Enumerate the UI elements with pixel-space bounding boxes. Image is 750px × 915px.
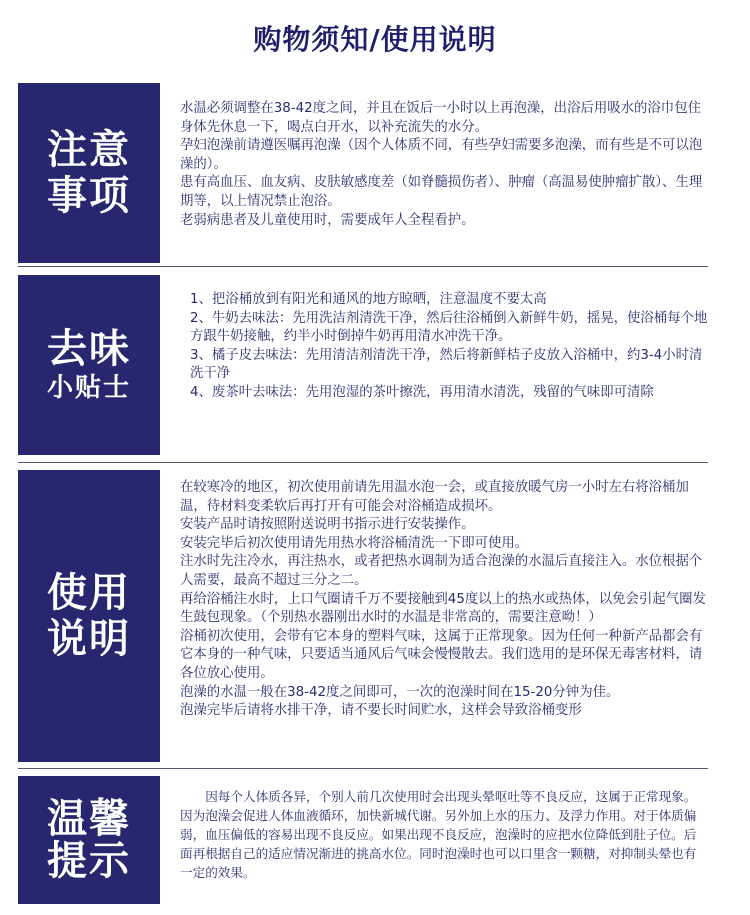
divider <box>18 462 708 463</box>
warm-section <box>18 776 708 904</box>
usage-line: 安装产品时请按照附送说明书指示进行安装操作。 <box>180 517 475 533</box>
usage-line: 浴桶初次使用，会带有它本身的塑料气味，这属于正常现象。因为任何一种新产品都会有它本身的一种气味，只要适当通风后气味会慢慢散去。我们选用的是环保无毒害材料，请各位放心使用。 <box>180 628 703 681</box>
page-title: 购物须知/使用说明 <box>253 23 497 56</box>
usage-tag-line1: 使用 <box>47 570 131 616</box>
deodor-tag <box>18 275 160 455</box>
usage-line: 泡澡完毕后请将水排干净，请不要长时间贮水，这样会导致浴桶变形 <box>180 703 582 719</box>
usage-line: 在较寒冷的地区，初次使用前请先用温水泡一会，或直接放暖气房一小时左右将浴桶加温，待材料变柔软后再打开有可能会对浴桶造成损坏。 <box>180 480 689 514</box>
warm-tag-line2: 提示 <box>47 838 131 884</box>
notice-text <box>180 100 708 230</box>
warm-line: 因每个人体质各异，个别人前几次使用时会出现头晕呕吐等不良反应，这属于正常现象。因为泡澡会促进人体血液循环，加快新城代谢。另外加上水的压力、及浮力作用。对于体质偏弱，血压偏低的容易出现不良反应。如果出现不良反应，泡澡时的应把水位降低到肚子位。后面再根据自己的适应情况渐进的挑高水位。同时泡澡时也可以口里含一颗糖，对抑制头晕也有一定的效果。 <box>180 789 697 880</box>
deodor-line: 4、废茶叶去味法：先用泡湿的茶叶擦洗，再用清水清洗，残留的气味即可清除 <box>190 384 654 400</box>
notice-line: 水温必须调整在38-42度之间，并且在饭后一小时以上再泡澡，出浴后用吸水的浴巾包住身体先休息一下，喝点白开水，以补充流失的水分。 <box>180 101 701 135</box>
usage-line: 再给浴桶注水时，上口气圈请千万不要接触到45度以上的热水或热体，以免会引起气圈发生鼓包现象。（个别热水器刚出水时的水温是非常高的，需要注意呦！） <box>180 591 706 626</box>
warm-tag <box>18 776 160 904</box>
notice-tag <box>18 83 160 263</box>
usage-section <box>18 470 708 762</box>
deodor-line: 3、橘子皮去味法：先用清洁剂清洗干净，然后将新鲜桔子皮放入浴桶中，约3-4小时清洗干净 <box>190 347 703 382</box>
warm-tag-line1: 温馨 <box>47 796 131 842</box>
usage-tag <box>18 470 160 762</box>
deodor-tag-line1: 去味 <box>47 326 131 372</box>
warm-text <box>180 787 708 882</box>
usage-tag-line2: 说明 <box>47 616 131 662</box>
notice-line: 孕妇泡澡前请遵医嘱再泡澡（因个人体质不同，有些孕妇需要多泡澡，而有些是不可以泡澡的）。 <box>180 138 703 172</box>
usage-line: 泡澡的水温一般在38-42度之间即可，一次的泡澡时间在15-20分钟为佳。 <box>180 684 620 700</box>
deodor-line: 1、把浴桶放到有阳光和通风的地方晾晒，注意温度不要太高 <box>190 292 547 307</box>
notice-tag-line1: 注意 <box>47 127 131 173</box>
deodor-text <box>190 291 708 403</box>
notice-line: 患有高血压、血友病、皮肤敏感度差（如脊髓损伤者）、肿瘤（高温易使肿瘤扩散）、生理期等，以上情况禁止泡浴。 <box>180 175 703 209</box>
notice-tag-line2: 事项 <box>47 173 131 219</box>
deodor-line: 2、牛奶去味法：先用洗洁剂清洗干净，然后往浴桶倒入新鲜牛奶，摇晃，使浴桶每个地方跟牛奶接触，约半小时倒掉牛奶再用清水冲洗干净。 <box>190 310 708 345</box>
usage-line: 安装完毕后初次使用请先用热水将浴桶清洗一下即可使用。 <box>180 535 529 551</box>
notice-line: 老弱病患者及儿童使用时，需要成年人全程看护。 <box>180 212 475 228</box>
usage-text <box>180 479 708 721</box>
deodor-tag-line2: 小贴士 <box>46 373 131 403</box>
notice-section <box>18 83 708 263</box>
deodor-section <box>18 275 708 455</box>
divider <box>18 266 708 267</box>
divider <box>18 768 708 769</box>
usage-line: 注水时先注冷水，再注热水，或者把热水调制为适合泡澡的水温后直接注入。水位根据个人需要，最高不超过三分之二。 <box>180 554 703 588</box>
